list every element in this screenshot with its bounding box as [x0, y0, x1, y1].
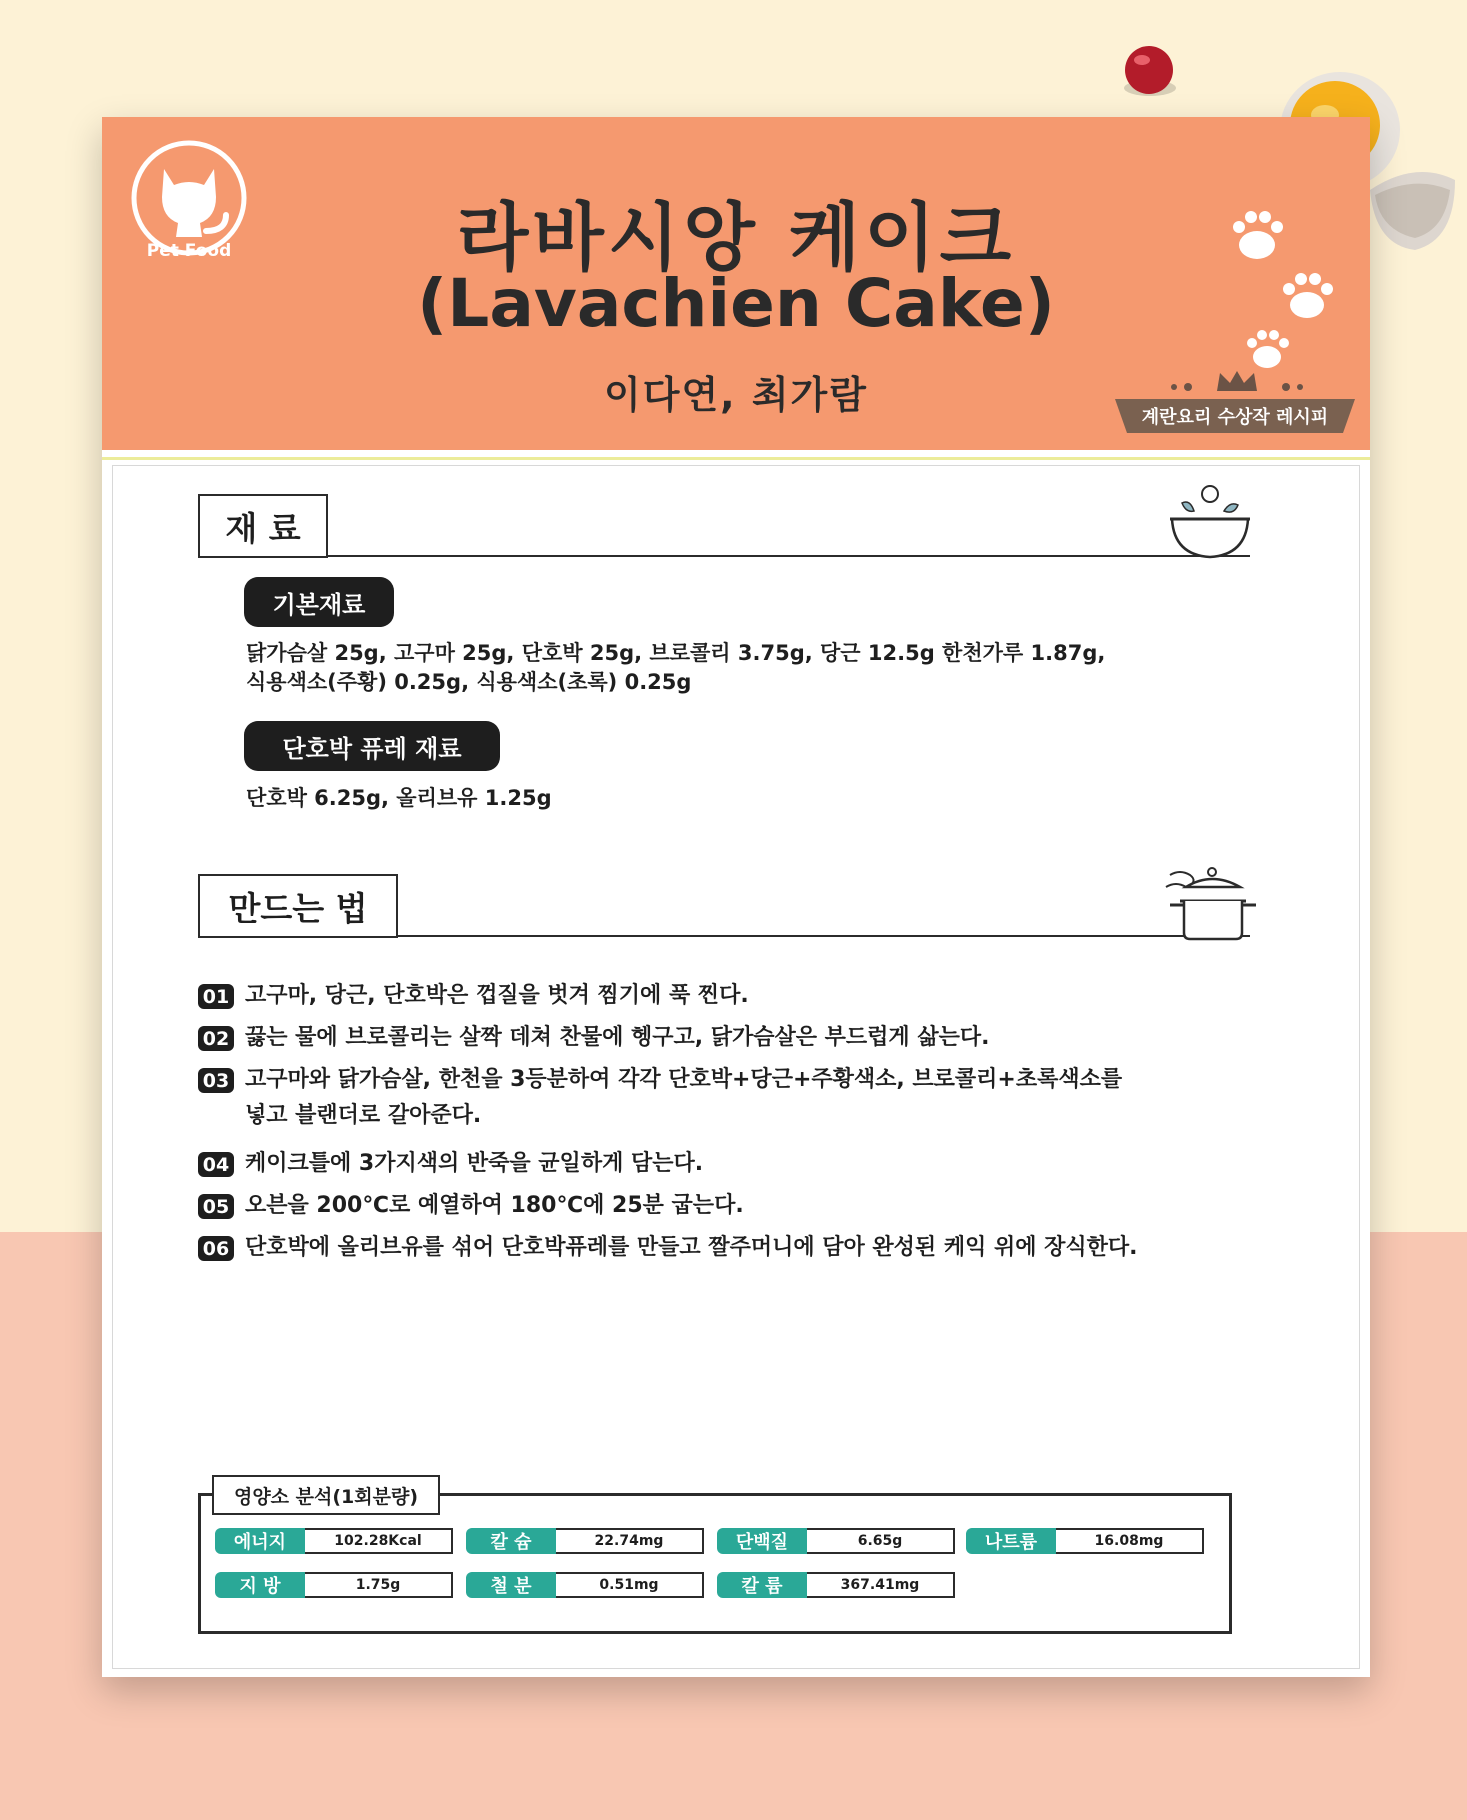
step-text [245, 978, 1315, 1014]
basic-ingredients-label: 기본재료 [244, 577, 394, 627]
nutrition-label: 지 방 [215, 1572, 305, 1598]
crown-icon [1162, 367, 1312, 395]
nutrition-label: 에너지 [215, 1528, 305, 1554]
page-title: 라바시앙 케이크 [456, 195, 1016, 281]
nutrition-item [466, 1528, 706, 1554]
ingredients-underline [198, 555, 1250, 557]
nutrition-item [966, 1528, 1206, 1554]
step-text-line: 넣고 블랜더로 갈아준다. [245, 1103, 482, 1128]
step-number: 02 [198, 1026, 234, 1051]
nutrition-label: 철 분 [466, 1572, 556, 1598]
page-subtitle: (Lavachien Cake) [417, 265, 1055, 342]
puree-ingredients-label: 단호박 퓨레 재료 [244, 721, 500, 771]
step-text-line: 끓는 물에 브로콜리는 살짝 데쳐 찬물에 헹구고, 닭가슴살은 부드럽게 삶는다. [245, 1025, 990, 1050]
step-number: 03 [198, 1068, 234, 1093]
nutrition-item [215, 1572, 455, 1598]
nutrition-value: 102.28Kcal [303, 1528, 453, 1554]
nutrition-item [215, 1528, 455, 1554]
step-text-line: 케이크틀에 3가지색의 반죽을 균일하게 담는다. [245, 1151, 704, 1176]
step-number: 06 [198, 1236, 234, 1261]
basic-ingredients-line2: 식용색소(주황) 0.25g, 식용색소(초록) 0.25g [246, 670, 692, 694]
nutrition-item [717, 1572, 957, 1598]
step-text-line: 고구마와 닭가슴살, 한천을 3등분하여 각각 단호박+당근+주황색소, 브로콜리+초록색소를 [245, 1067, 1123, 1092]
cherry-icon [1118, 40, 1182, 104]
basic-ingredients-line1: 닭가슴살 25g, 고구마 25g, 단호박 25g, 브로콜리 3.75g, 당근 12.5g 한천가루 1.87g, [246, 641, 1106, 665]
step-text [245, 1146, 1315, 1182]
nutrition-value: 22.74mg [554, 1528, 704, 1554]
step-text-line: 고구마, 당근, 단호박은 껍질을 벗겨 찜기에 푹 찐다. [245, 983, 749, 1008]
basic-ingredients-text [246, 639, 1306, 697]
puree-ingredients-text: 단호박 6.25g, 올리브유 1.25g [246, 786, 552, 810]
step-text [245, 1062, 1315, 1134]
step-number: 04 [198, 1152, 234, 1177]
header-divider [102, 457, 1370, 460]
nutrition-label: 단백질 [717, 1528, 807, 1554]
nutrition-label: 칼 륨 [717, 1572, 807, 1598]
recipe-header [102, 117, 1370, 450]
award-label: 계란요리 수상작 레시피 [1141, 407, 1329, 428]
step-text [245, 1230, 1315, 1266]
nutrition-value: 0.51mg [554, 1572, 704, 1598]
step-text [245, 1188, 1315, 1224]
step-text-line: 단호박에 올리브유를 섞어 단호박퓨레를 만들고 짤주머니에 담아 완성된 케익 위에 장식한다. [245, 1235, 1138, 1260]
nutrition-label: 나트륨 [966, 1528, 1056, 1554]
nutrition-value: 16.08mg [1054, 1528, 1204, 1554]
nutrition-value: 367.41mg [805, 1572, 955, 1598]
step-text [245, 1020, 1315, 1056]
step-number: 05 [198, 1194, 234, 1219]
cooking-pot-icon [1164, 865, 1260, 941]
ingredients-heading: 재 료 [198, 494, 328, 558]
mixing-bowl-icon [1166, 485, 1256, 561]
recipe-card [102, 117, 1370, 1677]
nutrition-value: 1.75g [303, 1572, 453, 1598]
logo-text: Pet Food [146, 241, 232, 261]
nutrition-item [717, 1528, 957, 1554]
method-heading: 만드는 법 [198, 874, 398, 938]
nutrition-item [466, 1572, 706, 1598]
nutrition-title: 영양소 분석(1회분량) [212, 1475, 440, 1515]
nutrition-label: 칼 슘 [466, 1528, 556, 1554]
authors: 이다연, 최가람 [604, 373, 868, 417]
step-text-line: 오븐을 200℃로 예열하여 180℃에 25분 굽는다. [245, 1193, 744, 1218]
nutrition-value: 6.65g [805, 1528, 955, 1554]
step-number: 01 [198, 984, 234, 1009]
